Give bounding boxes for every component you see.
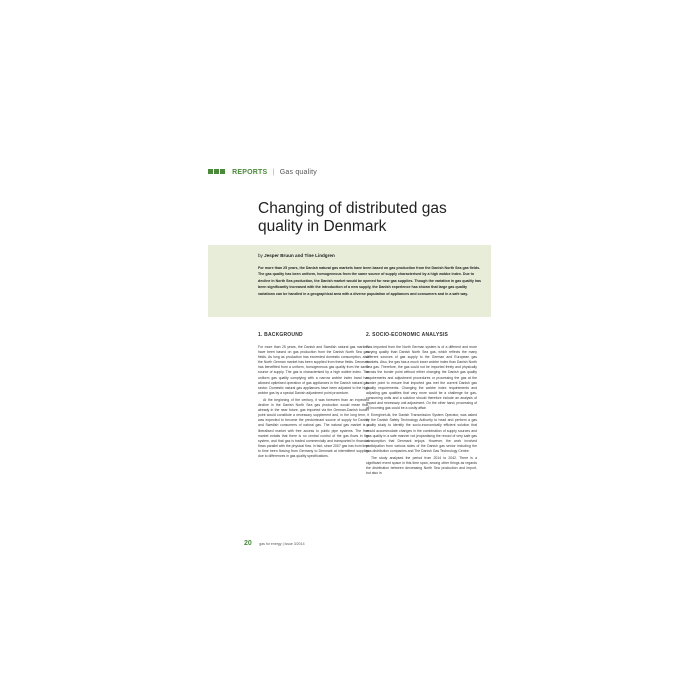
page-footer [244, 532, 305, 550]
publication-name: gas for energy | Issue 3/2014 [259, 542, 305, 546]
authors: Jesper Bruun and Tine Lindgren [264, 253, 335, 258]
green-squares-icon [208, 169, 226, 176]
section-header [208, 169, 317, 176]
topic-label: Gas quality [279, 169, 317, 176]
byline [258, 253, 335, 258]
column-socio-economic [366, 332, 477, 478]
paragraph: The study analysed the period from 2014 to 2042. There is a significant event space in this time span, among other things as regards the distribution between decreasing North Sea production and import, but also in [366, 455, 477, 476]
paragraph: Gas imported from the North German system is of a different and more varying quality than Danish North Sea gas, which reflects the many different sources of gas supply to the German and European gas markets. Also, the gas has a much lower wobbe index than Danish North Sea gas. Therefore, the gas could not be imported freely and physically across the border point without either changing the Danish gas quality requirements and adjustment procedures or processing the gas at the border point to ensure that imported gas met the current Danish gas quality requirements. Changing the wobbe index requirements and adjusting gas qualities that vary more could be a challenge for gas-consuming units and a solution should therefore include an analysis of impact and necessary unit adjustment. On the other hand, processing of all incoming gas could be a costly affair. [366, 345, 477, 411]
abstract-text: For more than 25 years, the Danish natural gas markets have been based on gas production from the Danish North Sea gas fields. The gas quality has been uniform, homogeneous from the same source of supply characterised by a high wobbe index. Due to decline in North Sea production, the Danish market would be opened for new gas supplies. Though the variation in gas quality has been significantly increased with the introduction of a new supply, the Danish experience has shown that large gas quality variations can be handled in a geographical area with a diverse population of appliances and consumers and in a safe way. [258, 266, 482, 296]
section-heading-socio-economic: 2. SOCIO-ECONOMIC ANALYSIS [366, 332, 449, 338]
header-separator: | [272, 169, 275, 176]
byline-prefix: by [258, 253, 263, 258]
column-background [258, 332, 369, 461]
article-title: Changing of distributed gas quality in Denmark [258, 200, 447, 235]
paragraph: At the beginning of the century, it was foreseen than an expected decline in the Danish North Sea gas production would mean that, already in the near future, gas imported via the German-Danish border point would constitute a necessary supplement and, in the long term, it was expected to become the predominant source of supply for Danish and Swedish consumers of natural gas. The natural gas market is a liberalised market with free access to public pipe systems. The free market entails that there is no central control of the gas flows in the system, and that gas is traded commercially and transported in financial flows parallel with the physical flow. In fact, since 2007 gas has from time to time been flowing from Germany to Denmark at intermittent supplies due to differences in gas quality specifications. [258, 397, 370, 458]
section-label: REPORTS [232, 169, 268, 176]
section-heading-background: 1. BACKGROUND [258, 332, 303, 338]
paragraph: For more than 25 years, the Danish and Swedish natural gas markets have been based on gas production from the Danish North Sea gas fields. As long as production has exceeded domestic consumption, also the North German market has been supplied from these fields. Denmark has benefitted from a uniform, homogeneous gas quality from the same source of supply. The gas is characterised by a high wobbe index. The uniform gas quality complying with a narrow wobbe index band has allowed optimised operation of gas appliances in the Danish natural gas sector. Domestic natural gas appliances have been adjusted to the high wobbe gas by a special Danish adjustment point procedure. [258, 345, 369, 395]
paragraph: Energinet.dk, the Danish Transmission System Operator, was asked by the Danish Safety Technology Authority to head and perform a gas quality study to identify the socio-economically efficient solution that would accommodate changes in the combination of supply sources and gas quality in a safe manner not jeopardising the record of very safe gas consumption that Denmark enjoys. However, the work involved participation from various sides of the Danish gas sector including the gas distribution companies and The Danish Gas Technology Centre. [366, 413, 477, 453]
page-number: 20 [244, 540, 252, 547]
